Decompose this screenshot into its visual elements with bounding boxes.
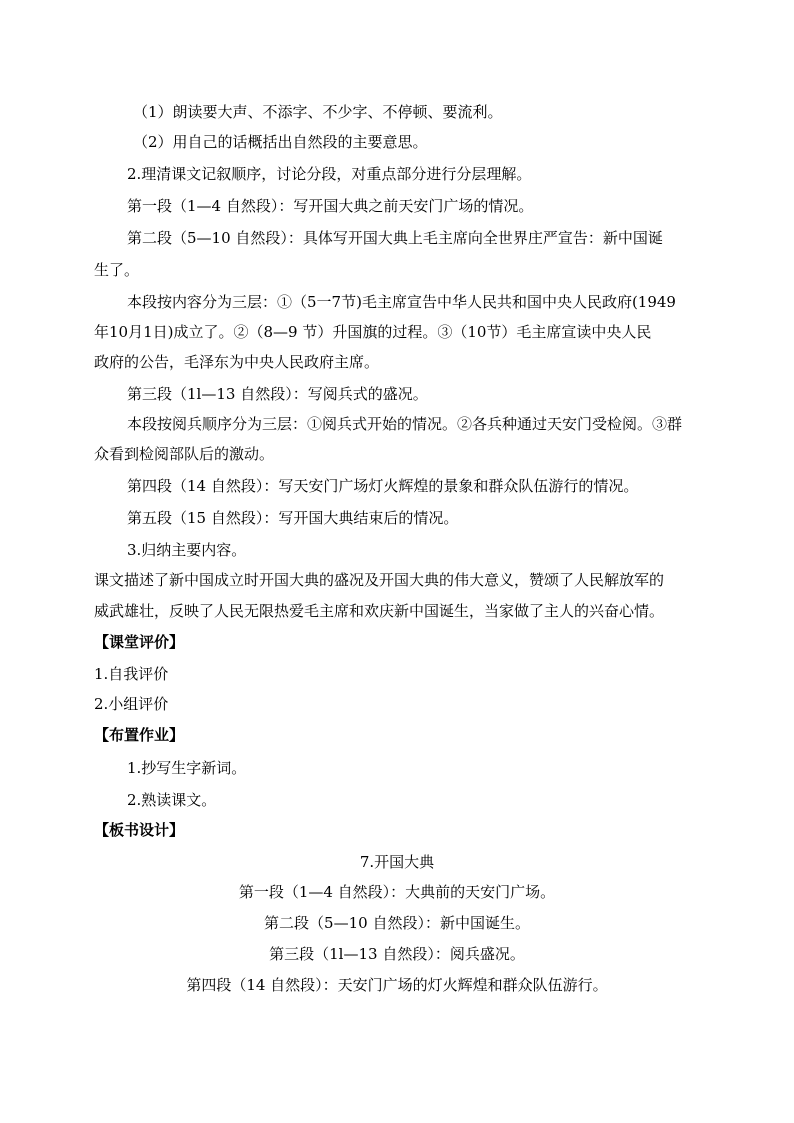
board-title: 7.开国大典 <box>359 853 435 871</box>
board-line-3: 第三段（1l—13 自然段）：阅兵盛况。 <box>269 945 525 963</box>
section-2-summary-line2: 生了。 <box>94 261 140 279</box>
evaluation-heading: 【课堂评价】 <box>94 633 185 651</box>
board-line-2: 第二段（5—10 自然段）：新中国诞生。 <box>264 914 530 932</box>
section-2-layers-line3: 政府的公告，毛泽东为中央人民政府主席。 <box>94 353 380 371</box>
section-2-layers-line2: 年10月1日)成立了。②（8—9 节）升国旗的过程。③（10节）毛主席宣读中央人民 <box>94 323 652 341</box>
homework-heading: 【布置作业】 <box>94 726 185 744</box>
section-1-summary: 第一段（1—4 自然段）：写开国大典之前天安门广场的情况。 <box>127 197 534 215</box>
evaluation-item-group: 2.小组评价 <box>94 695 169 713</box>
board-design-heading: 【板书设计】 <box>94 821 185 839</box>
homework-item-2: 2.熟读课文。 <box>127 791 217 809</box>
section-2-layers-line1: 本段按内容分为三层：①（5一7节)毛主席宣告中华人民共和国中央人民政府(1949 <box>127 293 676 311</box>
section-4-summary: 第四段（14 自然段）：写天安门广场灯火辉煌的景象和群众队伍游行的情况。 <box>127 477 639 495</box>
reading-requirement-2: （2）用自己的话概括出自然段的主要意思。 <box>133 133 428 151</box>
section-3-layers-line2: 众看到检阅部队后的激动。 <box>94 445 275 463</box>
board-line-4: 第四段（14 自然段）：天安门广场的灯火辉煌和群众队伍游行。 <box>186 976 608 994</box>
reading-requirement-1: （1）朗读要大声、不添字、不少字、不停顿、要流利。 <box>133 103 503 121</box>
step-3-heading: 3.归纳主要内容。 <box>127 541 247 559</box>
main-content-line2: 威武雄壮，反映了人民无限热爱毛主席和欢庆新中国诞生，当家做了主人的兴奋心情。 <box>94 602 665 620</box>
section-3-layers-line1: 本段按阅兵顺序分为三层：①阅兵式开始的情况。②各兵种通过天安门受检阅。③群 <box>127 415 683 433</box>
section-3-summary: 第三段（1l—13 自然段）：写阅兵式的盛况。 <box>127 385 428 403</box>
main-content-line1: 课文描述了新中国成立时开国大典的盛况及开国大典的伟大意义，赞颂了人民解放军的 <box>94 571 665 589</box>
step-2-heading: 2.理清课文记叙顺序，讨论分段，对重点部分进行分层理解。 <box>127 165 532 183</box>
section-2-summary-line1: 第二段（5—10 自然段）：具体写开国大典上毛主席向全世界庄严宣告：新中国诞 <box>127 229 663 247</box>
board-line-1: 第一段（1—4 自然段）：大典前的天安门广场。 <box>238 883 556 901</box>
section-5-summary: 第五段（15 自然段）：写开国大典结束后的情况。 <box>127 509 459 527</box>
evaluation-item-self: 1.自我评价 <box>94 665 169 683</box>
homework-item-1: 1.抄写生字新词。 <box>127 759 247 777</box>
